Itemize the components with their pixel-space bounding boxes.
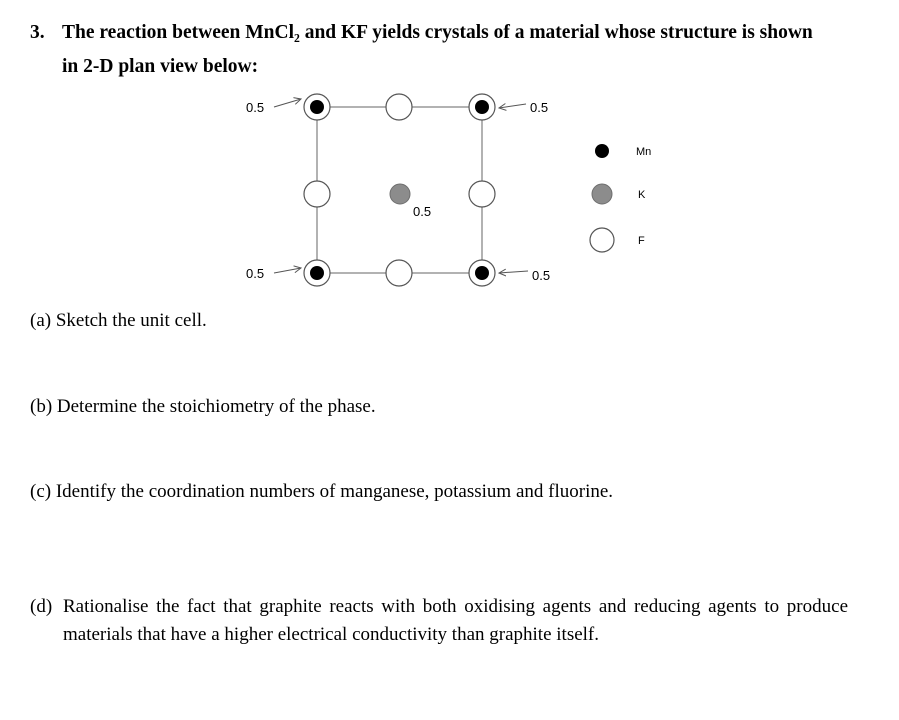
legend-mn-symbol	[595, 144, 609, 158]
question-title-line2: in 2-D plan view below:	[62, 56, 259, 77]
atom-k-center	[390, 184, 410, 204]
part-a	[30, 307, 207, 335]
question-title-line1: The reaction between MnCl₂ and KF yields crystals of a material whose structure is shown	[62, 22, 813, 43]
atom-f-bottom	[386, 260, 412, 286]
part-d	[30, 593, 848, 649]
legend	[590, 144, 651, 252]
legend-f-label: F	[638, 235, 645, 247]
height-label-bottom-left: 0.5	[246, 266, 265, 281]
height-label-bottom-right: 0.5	[532, 268, 551, 283]
arrow-top-right	[499, 104, 526, 108]
legend-f-symbol	[590, 228, 614, 252]
atom-f-top	[386, 94, 412, 120]
part-a-text: Sketch the unit cell.	[55, 310, 207, 331]
part-c-label: (c)	[30, 481, 52, 502]
height-label-top-right: 0.5	[530, 100, 549, 115]
arrow-bottom-right	[499, 271, 528, 273]
part-b	[30, 393, 376, 421]
part-c-text: Identify the coordination numbers of manganese, potassium and fluorine.	[55, 481, 614, 502]
atom-corner-top-right	[469, 94, 495, 120]
legend-mn-label: Mn	[636, 146, 652, 158]
part-d-text: Rationalise the fact that graphite reacts with both oxidising agents and reducing agents to produce materials that have a higher electrical conductivity than graphite itself.	[63, 596, 848, 645]
part-b-text: Determine the stoichiometry of the phase.	[56, 396, 376, 417]
part-b-label: (b)	[30, 396, 53, 417]
arrow-bottom-left	[274, 268, 301, 273]
part-c	[30, 478, 613, 506]
atom-corner-bottom-left	[304, 260, 330, 286]
atom-corner-top-left	[304, 94, 330, 120]
atom-f-left	[304, 181, 330, 207]
question-number: 3.	[30, 22, 45, 43]
atom-corner-bottom-right	[469, 260, 495, 286]
legend-k-symbol	[592, 184, 612, 204]
part-a-label: (a)	[30, 310, 52, 331]
arrow-top-left	[274, 99, 301, 107]
height-label-center: 0.5	[413, 204, 432, 219]
legend-k-label: K	[638, 189, 646, 201]
height-label-top-left: 0.5	[246, 100, 265, 115]
part-d-label: (d)	[30, 596, 53, 617]
atom-f-right	[469, 181, 495, 207]
